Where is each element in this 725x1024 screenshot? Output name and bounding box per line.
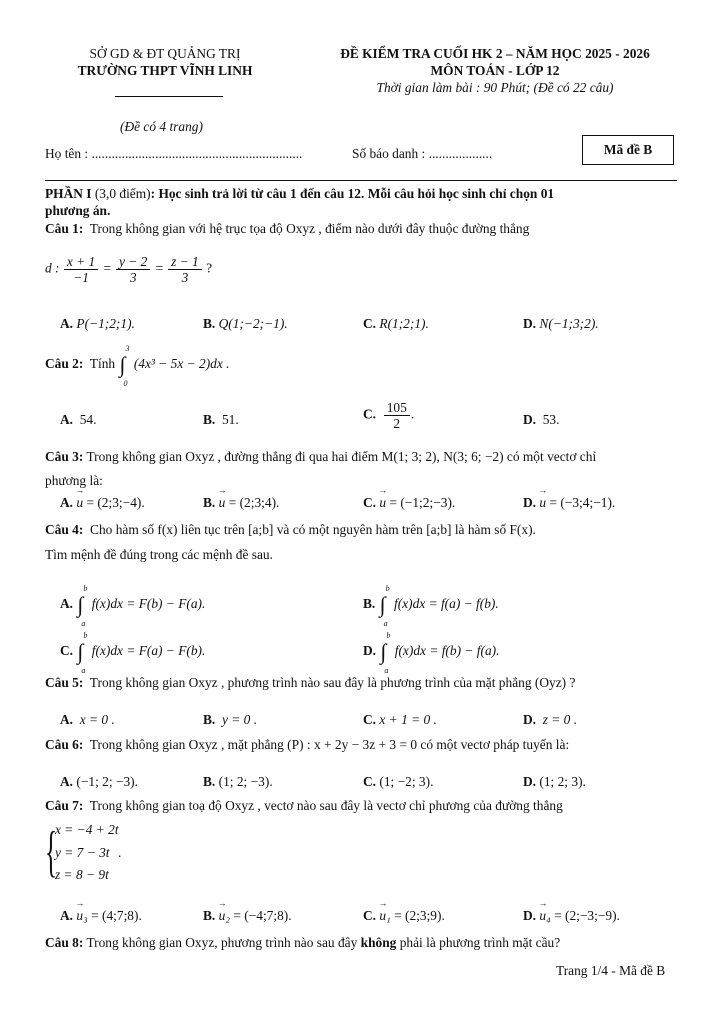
q2-label: Câu 2: — [45, 356, 84, 372]
option-text: = (−4;7;8). — [233, 908, 292, 923]
q4-stem — [45, 522, 536, 538]
integral-sign: ∫ b a — [380, 631, 391, 675]
option-letter: C. — [363, 908, 377, 923]
q1-frac3-den: 3 — [181, 270, 189, 285]
vector-symbol: → u₄ — [539, 908, 550, 924]
q7-option-b[interactable] — [203, 908, 292, 924]
part1-instructions: : Học sinh trả lời từ câu 1 đến câu 12. Mỗi câu hỏi học sinh chỉ chọn 01 — [150, 186, 555, 201]
system-eq-x: x = −4 + 2t — [55, 822, 119, 837]
option-text: 53. — [542, 412, 560, 427]
q3-stem-cont: phương là: — [45, 473, 103, 488]
q5-option-a[interactable] — [60, 712, 115, 728]
option-letter: B. — [363, 596, 376, 612]
option-text: f(x)dx = f(a) − f(b). — [394, 596, 499, 612]
q4-option-a[interactable] — [60, 584, 206, 628]
q1-frac1-den: −1 — [73, 270, 89, 285]
q6-label: Câu 6: — [45, 737, 84, 752]
q6-text: Trong không gian Oxyz , mặt phẳng (P) : x + 2y − 3z + 3 = 0 có một vectơ pháp tuyến là: — [89, 737, 570, 752]
q3-label: Câu 3: — [45, 449, 84, 464]
q8-label: Câu 8: — [45, 935, 84, 950]
part1-points: (3,0 điểm) — [91, 186, 151, 201]
option-text: = (−3;4;−1). — [549, 495, 616, 510]
q1-frac2-num: y − 2 — [116, 254, 150, 270]
q3-text: Trong không gian Oxyz , đường thẳng đi qua hai điểm M(1; 3; 2), N(3; 6; −2) có một vectơ chỉ — [86, 449, 597, 464]
q6-option-c[interactable] — [363, 774, 433, 790]
exam-code-box: Mã đề B — [582, 135, 674, 165]
q8-stem — [45, 935, 560, 951]
option-text: = (2;3;9). — [394, 908, 445, 923]
option-letter: C. — [363, 774, 377, 789]
q3-option-d[interactable]: D. → u = (−3;4;−1). — [523, 495, 615, 511]
q1-eq-suffix: ? — [206, 260, 213, 276]
q6-stem — [45, 737, 569, 753]
option-letter: C. — [363, 406, 377, 422]
q2-option-d[interactable] — [523, 412, 559, 428]
pages-note: (Đề có 4 trang) — [120, 119, 203, 134]
q3-option-a[interactable]: A. → u = (2;3;−4). — [60, 495, 145, 511]
option-letter: D. — [363, 643, 377, 659]
option-letter: A. — [60, 712, 74, 727]
q1-stem — [45, 221, 529, 237]
option-letter: B. — [203, 495, 216, 510]
option-letter: A. — [60, 596, 74, 612]
option-text: = (2;3;4). — [228, 495, 280, 510]
option-text: N(−1;3;2). — [539, 316, 599, 331]
q4-label: Câu 4: — [45, 522, 84, 537]
integral-sign: ∫ b a — [379, 584, 390, 628]
q7-text: Trong không gian toạ độ Oxyz , vectơ nào sau đây là vectơ chỉ phương của đường thẳng — [89, 798, 563, 813]
school-name: TRƯỜNG THPT VĨNH LINH — [77, 63, 253, 78]
option-text: f(x)dx = F(a) − F(b). — [91, 643, 206, 659]
q3-option-c[interactable]: C. → u = (−1;2;−3). — [363, 495, 455, 511]
integral-sign: ∫ b a — [77, 584, 88, 628]
integral-lower-bound: 0 — [123, 379, 128, 388]
q8-text-a: Trong không gian Oxyz, phương trình nào sau đây — [86, 935, 361, 950]
option-text: 54. — [79, 412, 97, 427]
part1-title — [45, 186, 554, 202]
part1-title-cont: phương án. — [45, 203, 111, 218]
option-text: = (4;7;8). — [91, 908, 142, 923]
subject-title: MÔN TOÁN - LỚP 12 — [430, 63, 560, 78]
option-letter: D. — [523, 495, 537, 510]
q1-equation: d : $\frac{x + 1}{-1}$ = $\frac{y - 2}{3}$ = $\frac{z - 1}{3}$ ? — [45, 254, 213, 285]
option-letter: B. — [203, 412, 216, 427]
time-note: Thời gian làm bài : 90 Phút; (Đề có 22 câu) — [376, 80, 614, 95]
option-text: (1; −2; 3). — [379, 774, 434, 789]
q1-frac3-num: z − 1 — [168, 254, 202, 270]
system-eq-y: y = 7 − 3t — [55, 845, 110, 860]
option-text: = (2;3;−4). — [86, 495, 145, 510]
vector-symbol: → u₃ — [76, 908, 87, 924]
q1-frac1-num: x + 1 — [64, 254, 98, 270]
option-letter: A. — [60, 495, 74, 510]
q3-option-b[interactable]: B. → u = (2;3;4). — [203, 495, 279, 511]
option-letter: B. — [203, 712, 216, 727]
q7-option-d[interactable] — [523, 908, 620, 924]
q2-option-c[interactable]: C. $\frac{105}{2}$ . — [363, 400, 415, 431]
option-text: = (−1;2;−3). — [389, 495, 456, 510]
header-divider — [45, 180, 677, 181]
q7-option-a[interactable] — [60, 908, 142, 924]
option-letter: A. — [60, 316, 74, 331]
option-text: 51. — [221, 412, 239, 427]
option-text: P(−1;2;1). — [76, 316, 135, 331]
option-letter: C. — [363, 316, 377, 331]
option-text: y = 0 . — [221, 712, 258, 727]
student-id-field: Số báo danh : ................... — [352, 146, 493, 161]
q1-option-a[interactable] — [60, 316, 135, 332]
option-text: (1; 2; −3). — [218, 774, 273, 789]
exam-title: ĐỀ KIỂM TRA CUỐI HK 2 – NĂM HỌC 2025 - 2026 — [340, 46, 650, 61]
q8-text-emphasis: không — [360, 935, 397, 950]
q5-label: Câu 5: — [45, 675, 84, 690]
q7-label: Câu 7: — [45, 798, 84, 813]
option-letter: D. — [523, 774, 537, 789]
integral-sign: ∫ b a — [77, 631, 88, 675]
q5-option-d[interactable] — [523, 712, 577, 728]
vector-symbol: → u₂ — [219, 908, 230, 924]
q7-stem — [45, 798, 563, 814]
option-text: x + 1 = 0 . — [379, 712, 437, 727]
option-letter: D. — [523, 712, 537, 727]
q6-option-b[interactable] — [203, 774, 273, 790]
option-letter: B. — [203, 774, 216, 789]
option-text: f(x)dx = F(b) − F(a). — [91, 596, 206, 612]
q5-text: Trong không gian Oxyz , phương trình nào sau đây là phương trình của mặt phẳng (Oyz) ? — [89, 675, 576, 690]
q2-option-a[interactable] — [60, 412, 96, 428]
q4-text: Cho hàm số f(x) liên tục trên [a;b] và có một nguyên hàm trên [a;b] là hàm số F(x). — [90, 522, 536, 537]
option-text: R(1;2;1). — [379, 316, 429, 331]
q2-option-b[interactable] — [203, 412, 239, 428]
option-letter: D. — [523, 908, 537, 923]
option-text: (1; 2; 3). — [539, 774, 586, 789]
q4-option-b[interactable] — [363, 584, 499, 628]
department-name: SỞ GD & ĐT QUẢNG TRỊ — [89, 46, 241, 61]
q2-optc-den: 2 — [393, 416, 401, 431]
q7-option-c[interactable] — [363, 908, 445, 924]
option-letter: B. — [203, 316, 216, 331]
option-letter: A. — [60, 774, 74, 789]
integral-upper-bound: 3 — [125, 344, 130, 353]
option-letter: D. — [523, 412, 537, 427]
option-letter: A. — [60, 412, 74, 427]
student-name-field: Họ tên : ............................................................... — [45, 146, 303, 161]
option-text: (−1; 2; −3). — [76, 774, 138, 789]
q4-option-c[interactable] — [60, 631, 206, 675]
q1-label: Câu 1: — [45, 221, 84, 236]
q1-option-c[interactable] — [363, 316, 429, 332]
option-text: Q(1;−2;−1). — [218, 316, 288, 331]
option-text: z = 0 . — [542, 712, 578, 727]
q6-option-a[interactable] — [60, 774, 138, 790]
option-letter: C. — [60, 643, 74, 659]
q8-text-b: phải là phương trình mặt cầu? — [396, 935, 561, 950]
option-letter: B. — [203, 908, 216, 923]
q6-option-d[interactable] — [523, 774, 586, 790]
q1-option-b[interactable] — [203, 316, 288, 332]
q4-stem-cont: Tìm mệnh đề đúng trong các mệnh đề sau. — [45, 547, 273, 562]
system-eq-z: z = 8 − 9t — [55, 867, 109, 882]
q4-option-d[interactable] — [363, 631, 500, 675]
q2-integrand: (4x³ − 5x − 2)dx . — [133, 356, 230, 372]
q5-stem — [45, 675, 575, 691]
q5-option-b[interactable] — [203, 712, 257, 728]
option-text: x = 0 . — [79, 712, 115, 727]
option-letter: C. — [363, 495, 377, 510]
part1-label: PHẦN I — [45, 186, 92, 201]
q2-text: Tính — [89, 356, 116, 372]
option-letter: A. — [60, 908, 74, 923]
q7-line-system — [45, 822, 165, 888]
q1-frac2-den: 3 — [129, 270, 137, 285]
system-period: . — [118, 845, 122, 860]
option-text: = (2;−3;−9). — [554, 908, 620, 923]
q1-eq-prefix: d : — [45, 260, 60, 276]
q1-option-d[interactable] — [523, 316, 599, 332]
q1-text: Trong không gian với hệ trục tọa độ Oxyz , điểm nào dưới đây thuộc đường thẳng — [89, 221, 530, 236]
option-letter: C. — [363, 712, 377, 727]
vector-symbol: → u₁ — [379, 908, 390, 924]
q2-optc-num: 105 — [384, 400, 410, 416]
system-brace: { — [45, 821, 58, 883]
option-letter: D. — [523, 316, 537, 331]
q5-option-c[interactable] — [363, 712, 437, 728]
q2-stem — [45, 344, 230, 388]
page-footer: Trang 1/4 - Mã đề B — [556, 963, 666, 978]
q3-stem — [45, 449, 596, 465]
integral-sign: ∫ 3 0 — [119, 344, 130, 388]
header-underline — [115, 96, 223, 97]
option-text: f(x)dx = f(b) − f(a). — [394, 643, 500, 659]
